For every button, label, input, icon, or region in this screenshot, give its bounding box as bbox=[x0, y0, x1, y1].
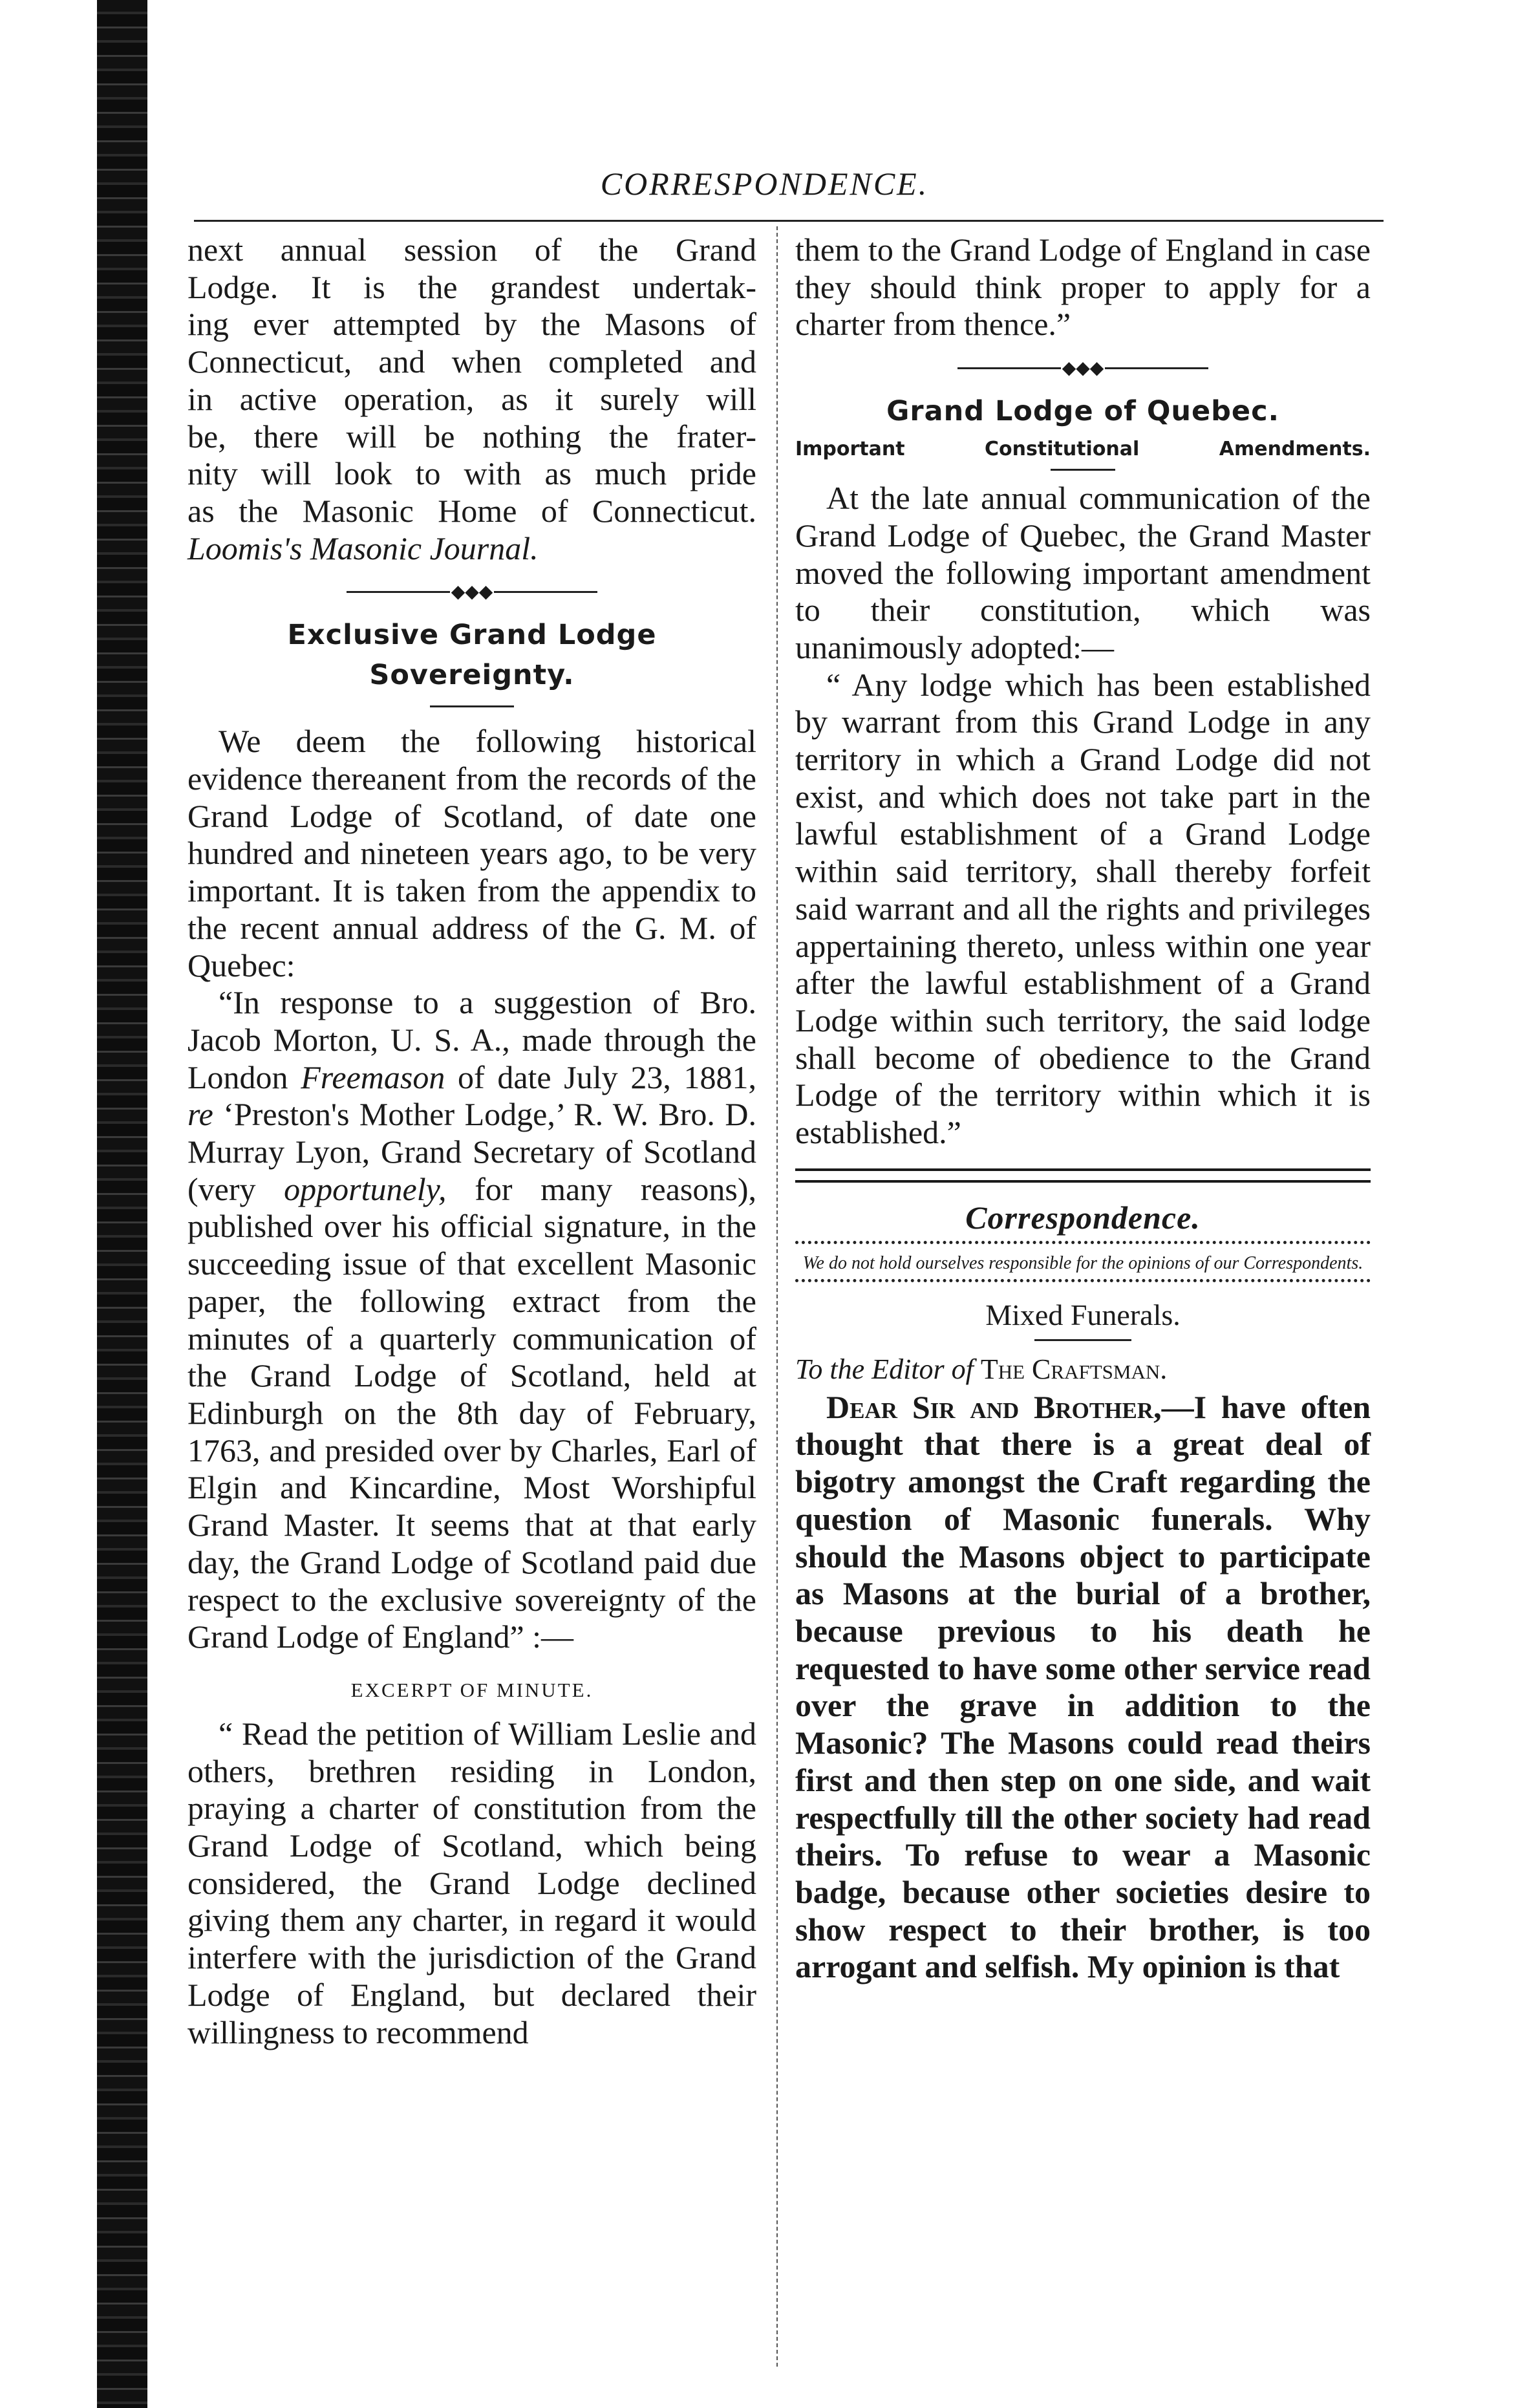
intro-line: ing ever attempted by the Masons of bbox=[187, 306, 756, 343]
minute-heading: EXCERPT OF MINUTE. bbox=[350, 1678, 593, 1701]
subheading-word: Important bbox=[795, 438, 905, 461]
section-heading: Grand Lodge of Quebec. bbox=[886, 395, 1279, 428]
ornament-rule bbox=[795, 343, 1371, 391]
text-run-italic: Freemason bbox=[301, 1059, 445, 1095]
text-run: for many reasons), published over his official signature, in the succeeding issue of that excellent Masonic paper, the following extract from the minutes of a quarterly communication of the Grand Lodge of Scotland, held at Edinburgh on the 8th day of February, 1763, and presided over by Charles, Earl of Elgin and Kincardine, Most Worshipful Grand Master. It seems that at that early day, the Grand Lodge of Scotland paid due respect to the exclusive sovereignty of the Grand Lodge of England” :— bbox=[187, 1170, 756, 1655]
dotted-rule bbox=[795, 1241, 1371, 1248]
double-rule bbox=[795, 1168, 1371, 1183]
section-title: Correspondence. bbox=[965, 1199, 1201, 1236]
binding-edge bbox=[97, 0, 147, 2408]
right-column bbox=[795, 231, 1371, 1986]
intro-line: Lodge. It is the grandest undertak- bbox=[187, 268, 756, 305]
section-heading: Exclusive Grand Lodge Sovereignty. bbox=[287, 619, 657, 692]
paragraph: At the late annual communication of the Grand Lodge of Quebec, the Grand Master moved the following important amendment to their constitution, which was unanimously adopted:— bbox=[795, 480, 1371, 665]
intro-line: nity will look to with as much pride bbox=[187, 455, 756, 492]
header-rule bbox=[194, 220, 1384, 222]
text-run: of date July 23, 1881, bbox=[445, 1059, 757, 1095]
letter-text: —I have often thought that there is a great deal of bigotry amongst the Craft regarding the question of Masonic funerals. Why should the Masons object to participate as Masons at the burial of a brother, because previous to his death he requested to have some other service read over the grave in addition to the Masonic? The Masons could read theirs first and then step on one side, and wait respectfully till the other society had read theirs. To refuse to wear a Masonic badge, because other societies desire to show respect to their brother, is too arrogant and selfish. My opinion is that bbox=[795, 1388, 1371, 1985]
disclaimer: We do not hold ourselves responsible for the opinions of our Correspondents. bbox=[802, 1252, 1363, 1273]
dotted-rule bbox=[795, 1279, 1371, 1286]
left-column bbox=[187, 231, 756, 2051]
text-run: ‘Preston's Mother Lodge,’ R. W. Bro. D. Murray Lyon, Grand Secretary of Scotland (very bbox=[187, 1096, 756, 1207]
paragraph: We deem the following historical evidence thereanent from the records of the Grand Lodge of Scotland, of date one hundred and nineteen years ago, to be very important. It is taken from the appendix to the recent annual address of the G. M. of Quebec: bbox=[187, 723, 756, 984]
ornament-glyph: ◆◆◆ bbox=[451, 581, 493, 602]
paragraph bbox=[187, 984, 756, 1656]
text-run: “In response to a suggestion of Bro. Jacob Morton, U. S. A., made through the London bbox=[187, 984, 756, 1095]
subheading-word: Amendments. bbox=[1219, 438, 1371, 461]
short-rule bbox=[1051, 469, 1115, 471]
rule-line bbox=[957, 367, 1061, 369]
to-editor-text: To the Editor of bbox=[795, 1353, 981, 1385]
text-run-italic: opportunely, bbox=[284, 1170, 447, 1207]
subheading-word: Constitutional bbox=[985, 438, 1140, 461]
intro-source-text: Loomis's Masonic Journal. bbox=[187, 530, 539, 566]
paragraph: them to the Grand Lodge of England in case they should think proper to apply for a charter from thence.” bbox=[795, 231, 1371, 343]
paragraph: “ Read the petition of William Leslie and others, brethren residing in London, praying a charter of constitution from the Grand Lodge of Scotland, which being considered, the Grand Lodge declined giving them any charter, in regard it would interfere with the jurisdiction of the Grand Lodge of England, but declared their willingness to recommend bbox=[187, 1715, 756, 2050]
running-head: CORRESPONDENCE. bbox=[600, 166, 929, 202]
letter-body bbox=[795, 1389, 1371, 1986]
intro-line: in active operation, as it surely will bbox=[187, 380, 756, 417]
to-editor-line bbox=[795, 1350, 1371, 1389]
publication-name: The Craftsman. bbox=[980, 1353, 1168, 1385]
intro-line: be, there will be nothing the frater- bbox=[187, 418, 756, 455]
salutation: Dear Sir and Brother, bbox=[826, 1388, 1162, 1425]
text-run-italic: re bbox=[187, 1096, 213, 1133]
short-rule bbox=[430, 705, 514, 707]
paragraph: “ Any lodge which has been established by warrant from this Grand Lodge in any territory in which a Grand Lodge did not exist, and which does not take part in the lawful establishment of a Grand Lodge within said territory, shall thereby forfeit said warrant and all the rights and privileges appertaining thereto, unless within one year after the lawful establishment of a Grand Lodge within such territory, the said lodge shall become of obedience to the Grand Lodge of the territory within which it is established.” bbox=[795, 666, 1371, 1151]
ornament-glyph: ◆◆◆ bbox=[1062, 358, 1104, 378]
intro-source bbox=[187, 530, 756, 568]
letter-title: Mixed Funerals. bbox=[985, 1298, 1181, 1331]
intro-line: next annual session of the Grand bbox=[187, 231, 756, 268]
rule-line bbox=[1105, 367, 1208, 369]
subheading bbox=[795, 431, 1371, 468]
intro-line: Connecticut, and when completed and bbox=[187, 343, 756, 380]
ornament-rule bbox=[187, 567, 756, 615]
intro-line: as the Masonic Home of Connecticut. bbox=[187, 492, 756, 529]
rule-line bbox=[494, 591, 597, 593]
rule-line bbox=[347, 591, 450, 593]
short-rule bbox=[1034, 1339, 1131, 1341]
column-divider bbox=[776, 226, 778, 2367]
